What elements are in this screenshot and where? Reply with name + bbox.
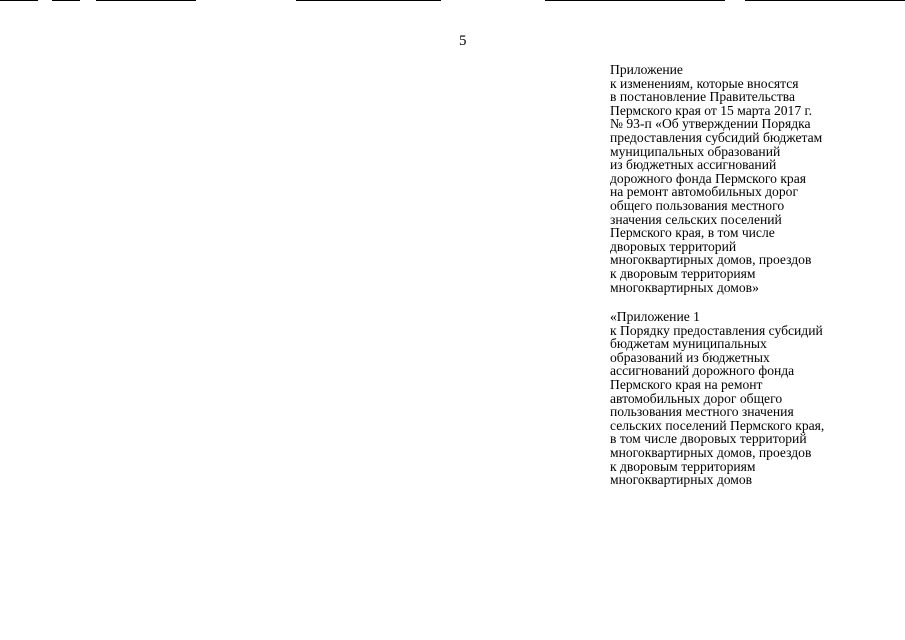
appendix-line: значения сельских поселений — [610, 211, 782, 227]
order-appendix-line: образований из бюджетных — [610, 349, 770, 365]
appendix-line: дворовых территорий — [610, 238, 737, 254]
appendix-line: многоквартирных домов» — [610, 279, 759, 295]
appendix-line: из бюджетных ассигнований — [610, 157, 777, 173]
order-appendix-line: пользования местного значения — [610, 404, 794, 420]
order-appendix-line: ассигнований дорожного фонда — [610, 363, 795, 379]
scan-top-edge — [0, 0, 905, 2]
order-appendix-line: в том числе дворовых территорий — [610, 431, 807, 447]
order-appendix-line: к Порядку предоставления субсидий — [610, 322, 823, 338]
appendix-line: к дворовым территориям — [610, 265, 756, 281]
appendix-line: к изменениям, которые вносятся — [610, 75, 799, 91]
appendix-line: Приложение — [610, 62, 683, 77]
appendix-line: на ремонт автомобильных дорог — [610, 184, 799, 200]
order-appendix-line: автомобильных дорог общего — [610, 390, 783, 406]
appendix-line: № 93-п «Об утверждении Порядка — [610, 116, 811, 132]
order-appendix-line: к дворовым территориям — [610, 458, 756, 474]
appendix-line: общего пользования местного — [610, 197, 785, 213]
appendix-line: муниципальных образований — [610, 143, 781, 159]
appendix-line: Пермского края, в том числе — [610, 225, 775, 241]
page-number: 5 — [459, 33, 467, 49]
appendix-line: многоквартирных домов, проездов — [610, 252, 812, 268]
order-appendix-line: «Приложение 1 — [610, 309, 700, 324]
order-appendix-line: бюджетам муниципальных — [610, 336, 767, 352]
order-appendix-heading-block — [610, 310, 824, 487]
appendix-heading-block — [610, 63, 822, 294]
order-appendix-line: сельских поселений Пермского края, — [610, 417, 825, 433]
order-appendix-line: многоквартирных домов — [610, 472, 753, 488]
appendix-line: предоставления субсидий бюджетам — [610, 129, 823, 145]
appendix-line: дорожного фонда Пермского края — [610, 170, 807, 186]
order-appendix-line: многоквартирных домов, проездов — [610, 444, 812, 460]
appendix-line: Пермского края от 15 марта 2017 г. — [610, 102, 812, 118]
order-appendix-line: Пермского края на ремонт — [610, 376, 763, 392]
appendix-line: в постановление Правительства — [610, 89, 796, 105]
